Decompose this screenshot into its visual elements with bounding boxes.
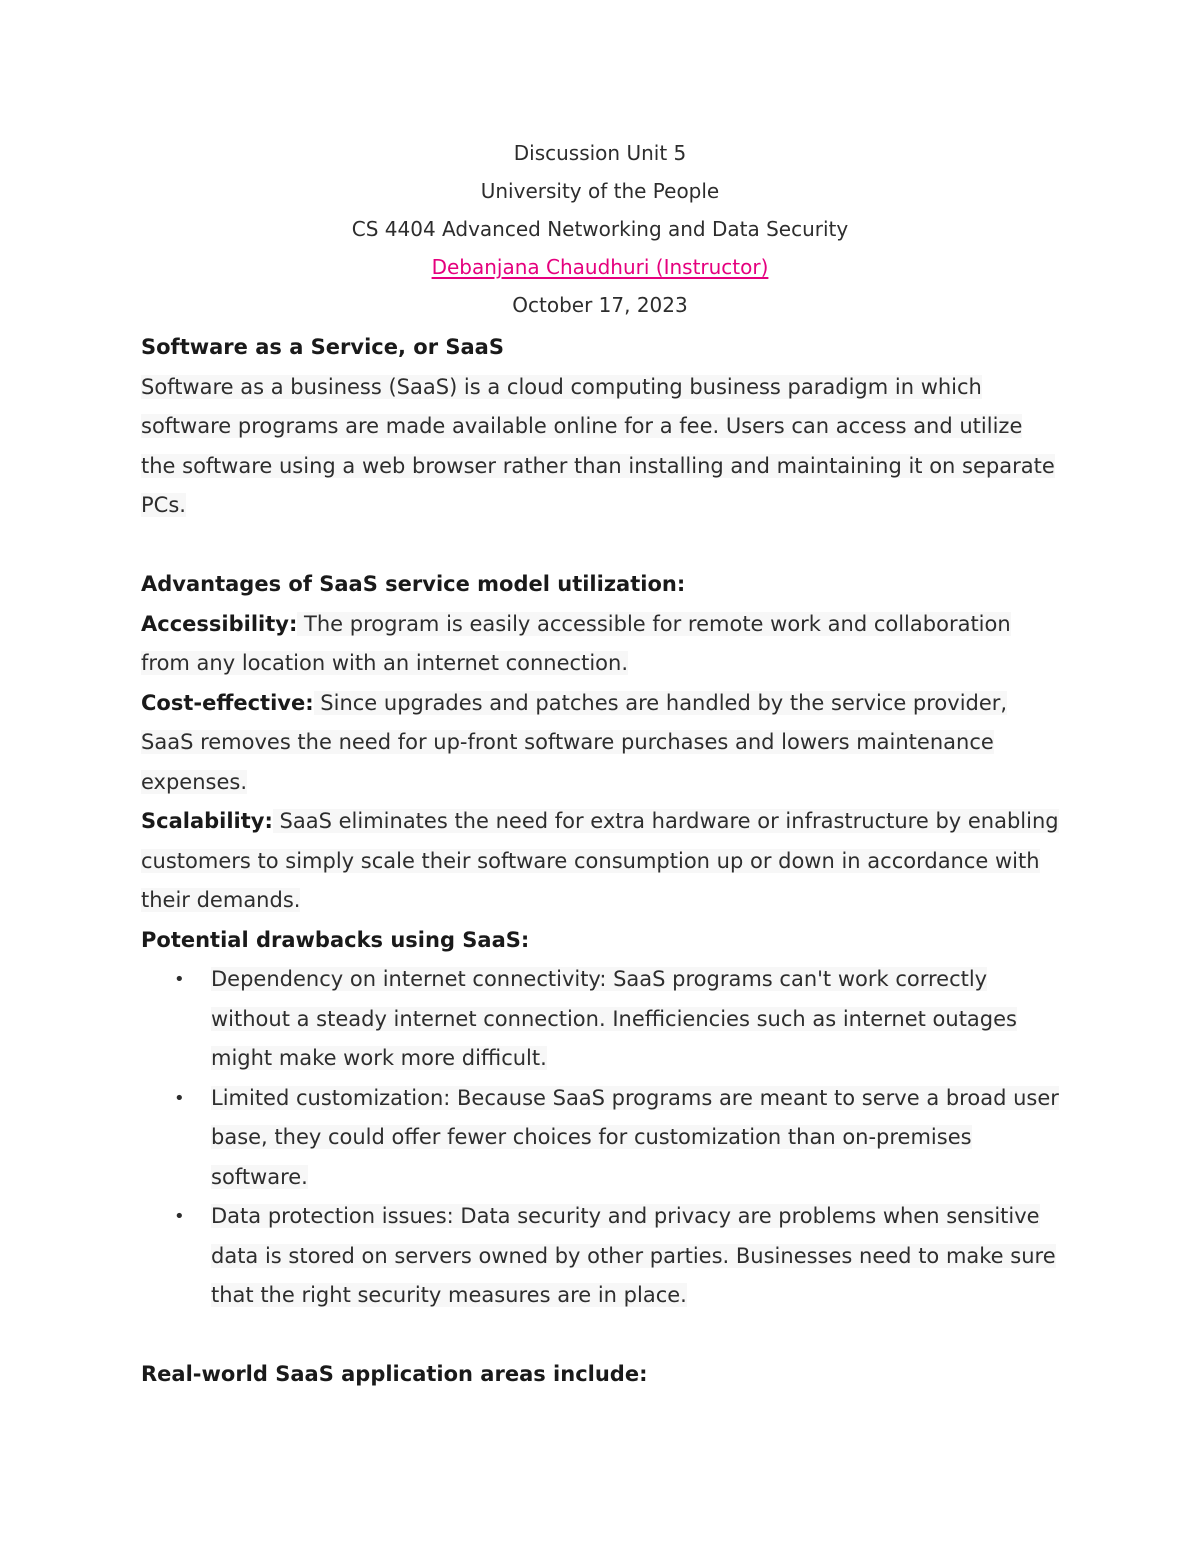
advantage-accessibility (141, 605, 1061, 684)
advantage-term: Cost-effective: (141, 690, 314, 715)
advantage-text: Since upgrades and patches are handled by the service provider, SaaS removes the need for up-front software purchases and lowers maintenance expenses. (141, 690, 1008, 794)
instructor-link[interactable]: Debanjana Chaudhuri (Instructor) (431, 255, 769, 279)
university-name: University of the People (480, 179, 720, 203)
document-date: October 17, 2023 (512, 293, 688, 317)
document-body (141, 328, 1061, 1395)
saas-heading: Software as a Service, or SaaS (141, 335, 504, 359)
applications-heading: Real-world SaaS application areas include: (141, 1362, 648, 1386)
advantages-heading: Advantages of SaaS service model utilization: (141, 572, 686, 596)
list-item (141, 960, 1061, 1079)
drawbacks-list (141, 960, 1061, 1316)
list-item (141, 1197, 1061, 1316)
bullet-icon: • (174, 1206, 185, 1227)
bullet-icon: • (174, 969, 185, 990)
advantage-cost-effective (141, 684, 1061, 803)
drawback-text: Limited customization: Because SaaS programs are meant to serve a broad user base, they could offer fewer choices for customization than on-premises software. (211, 1085, 1059, 1189)
saas-definition (141, 368, 1061, 526)
course-name: CS 4404 Advanced Networking and Data Security (351, 217, 849, 241)
drawbacks-heading: Potential drawbacks using SaaS: (141, 927, 530, 952)
advantage-text: SaaS eliminates the need for extra hardware or infrastructure by enabling customers to simply scale their software consumption up or down in accordance with their demands. (141, 809, 1059, 912)
advantage-term: Accessibility: (141, 611, 298, 636)
advantage-text: The program is easily accessible for remote work and collaboration from any location with an internet connection. (141, 611, 1011, 675)
drawback-text: Data protection issues: Data security and privacy are problems when sensitive data is stored on servers owned by other parties. Businesses need to make sure that the right security measures are in place. (211, 1204, 1056, 1307)
list-item (141, 1079, 1061, 1198)
advantage-term: Scalability: (141, 809, 273, 833)
drawback-text: Dependency on internet connectivity: SaaS programs can't work correctly without a steady internet connection. Inefficiencies such as internet outages might make work more difficult. (211, 967, 1017, 1070)
bullet-icon: • (174, 1087, 185, 1109)
blank-line (141, 1316, 1061, 1356)
instructor-line (0, 253, 1200, 281)
advantage-scalability (141, 802, 1061, 921)
blank-line (141, 526, 1061, 566)
document-title: Discussion Unit 5 (513, 141, 687, 165)
saas-definition-text: Software as a business (SaaS) is a cloud computing business paradigm in which software programs are made available online for a fee. Users can access and utilize the software using a web browser rather than installing and maintaining it on separate PCs. (141, 374, 1055, 517)
